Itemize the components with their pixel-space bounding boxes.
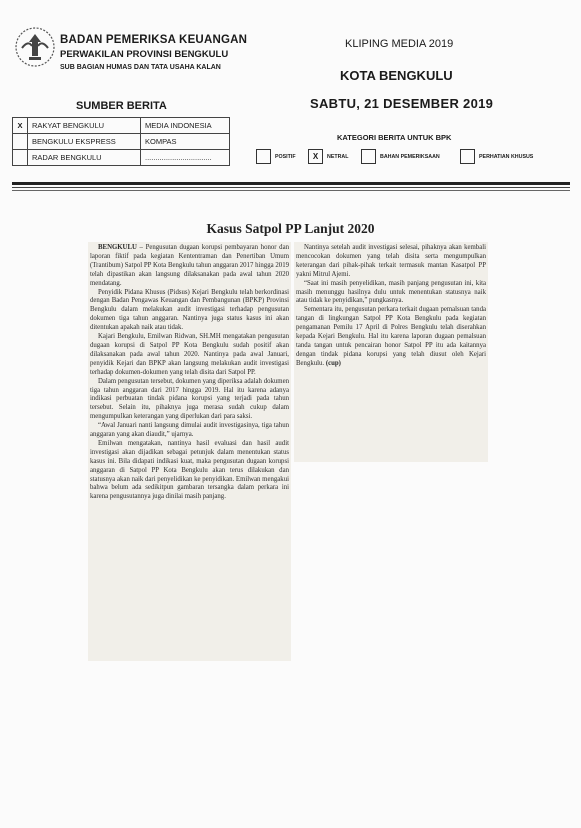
bpk-logo-emblem [14, 26, 56, 68]
article-paragraph: Nantinya setelah audit investigasi selesai, pihaknya akan kembali mencocokan dokumen yang telah disita serta mengumpulkan keterangan dari pihak-pihak terkait termasuk mantan Kasatpol PP yakni Mitrul Ajemi. [296, 244, 486, 278]
divider [12, 190, 570, 191]
date-label: SABTU, 21 DESEMBER 2019 [310, 96, 494, 111]
divider [12, 182, 570, 185]
article-paragraph: Kajari Bengkulu, Emilwan Ridwan, SH.MH mengatakan pengusutan dugaan korupsi di Satpol PP Kota Bengkulu sudah positif akan dilaksanakan pada awal tahun 2020. Nantinya pada awal Januari, penyidik Kejari dan BPKP akan langsung melakukan audit investigasi terhadap dokumen-dokumen yang telah disita dari Satpol PP. [90, 333, 289, 376]
article-paragraph: Dalam pengusutan tersebut, dokumen yang diperiksa adalah dokumen tiga tahun anggaran dari 2017 hingga 2019. Hal itu karena adanya indikasi perbuatan tindak pidana korupsi yang terjadi pada tahun tersebut. Selain itu, pihaknya juga merasa sudah cukup dalam mengumpulkan keterangan yang diperlukan dari para saksi. [90, 377, 289, 421]
category-checkbox-netral[interactable]: X [308, 149, 323, 164]
source-mark [13, 134, 28, 150]
article-title: Kasus Satpol PP Lanjut 2020 [206, 221, 375, 236]
source-name: BENGKULU EKSPRESS [28, 134, 141, 150]
source-name: KOMPAS [141, 134, 230, 150]
article-column-1 [88, 242, 291, 661]
author-signoff: (cup) [325, 359, 341, 367]
source-row [13, 118, 230, 134]
category-title: KATEGORI BERITA UNTUK BPK [337, 133, 452, 142]
source-name: MEDIA INDONESIA [141, 118, 230, 134]
source-mark [13, 150, 28, 166]
article-paragraph: BENGKULU – Pengusutan dugaan korupsi pembayaran honor dan laporan fiktif pada kegiatan Kententraman dan Penertiban Umum (Trantibum) Satpol PP Kota Bengkulu tahun anggaran 2017 hingga 2019 telah dipastikan akan langsung dilaksanakan pada awal tahun 2020 mendatang. [90, 244, 289, 287]
city-label: KOTA BENGKULU [340, 68, 453, 83]
article-paragraph: Penyidik Pidana Khusus (Pidsus) Kejari Bengkulu telah berkordinasi dengan Badan Pengawas Keuangan dan Pembangunan (BPKP) Provinsi Bengkulu dalam melakukan audit investigasi terhadap pengusutan dokumen tiga tahun anggaran. Nantinya juga status kasus ini akan ditentukan apakah naik atau tidak. [90, 288, 289, 332]
source-row [13, 150, 230, 166]
source-name: RADAR BENGKULU [28, 150, 141, 166]
category-label-bahan-pemeriksaan: BAHAN PEMERIKSAAN [380, 154, 440, 160]
org-subunit: SUB BAGIAN HUMAS DAN TATA USAHA KALAN [60, 64, 221, 71]
category-label-perhatian-khusus: PERHATIAN KHUSUS [479, 154, 534, 160]
source-title: SUMBER BERITA [76, 100, 167, 112]
category-checkbox-positif[interactable] [256, 149, 271, 164]
category-label-positif: POSITIF [275, 154, 296, 160]
article-paragraph: Emilwan mengatakan, nantinya hasil evaluasi dan hasil audit investigasi akan dijadikan sebagai petunjuk dalam menentukan status kasus ini. Bila didapati indikasi kuat, maka pengusutan dugaan korupsi anggaran di Satpol PP Kota Bengkulu akan terus dilakukan dan statusnya akan naik dari penyelidikan ke penyidikan. Emilwan mengakui bahwa belum ada sedikitpun gambaran tersangka dalam perkara ini karena pengusutannya juga dinilai masih panjang. [90, 439, 289, 501]
category-checkbox-perhatian-khusus[interactable] [460, 149, 475, 164]
source-table [12, 117, 230, 166]
source-mark: X [13, 118, 28, 134]
article-paragraph: “Awal Januari nanti langsung dimulai audit investigasinya, tiga tahun anggaran yang akan diaudit,” ujarnya. [90, 422, 289, 439]
article-paragraph: “Saat ini masih penyelidikan, masih panjang pengusutan ini, kita masih menunggu hasilnya dulu untuk menentukan statusnya naik atau tidak ke penyidikan,” pungkasnya. [296, 279, 486, 305]
source-row [13, 134, 230, 150]
source-name: RAKYAT BENGKULU [28, 118, 141, 134]
divider [12, 187, 570, 188]
article-paragraph: Sementara itu, pengusutan perkara terkait dugaan pemalsuan tanda tangan di lingkungan Satpol PP Kota Bengkulu pada kegiatan pengamanan Pemilu 17 April di Polres Bengkulu telah diserahkan kepada Kejari Bengkulu. Hal itu karena laporan dugaan pemalsuan tanda tangan untuk pencairan honor Satpol PP itu ada kaitannya dengan tindak pidana korupsi yang telah diusut oleh Kejari Bengkulu. (cup) [296, 306, 486, 367]
org-name: BADAN PEMERIKSA KEUANGAN [60, 34, 248, 46]
article-lead-word: BENGKULU [98, 244, 137, 251]
category-checkbox-bahan-pemeriksaan[interactable] [361, 149, 376, 164]
category-label-netral: NETRAL [327, 154, 349, 160]
source-name: ................................ [141, 150, 230, 166]
org-unit: PERWAKILAN PROVINSI BENGKULU [60, 49, 229, 60]
kliping-label: KLIPING MEDIA 2019 [345, 38, 454, 50]
article-column-2 [294, 242, 488, 462]
